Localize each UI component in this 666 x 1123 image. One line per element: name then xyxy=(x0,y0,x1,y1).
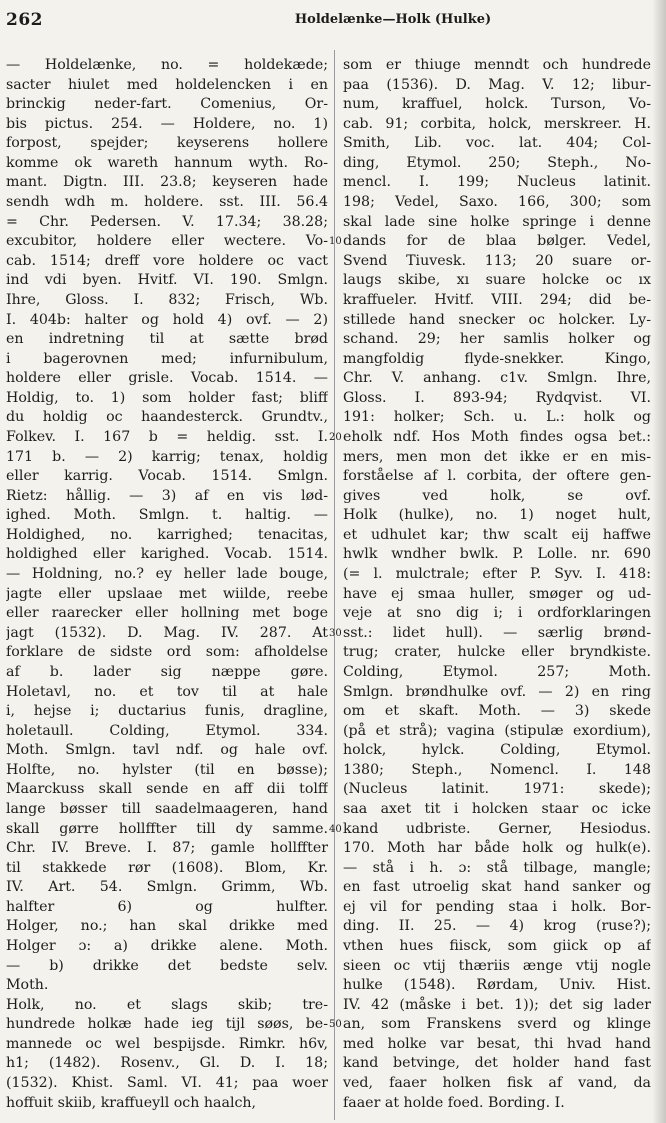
text-line: 198; Vedel, Saxo. 166, 300; som xyxy=(343,194,651,211)
page-edge-shadow xyxy=(652,0,666,1123)
text-line: ind vdi byen. Hvitf. VI. 190. Smlgn. xyxy=(6,272,328,289)
text-line: — b) drikke det bedste selv. xyxy=(6,957,328,974)
text-line: — Holdning, no.? ey heller lade bouge, xyxy=(6,566,328,583)
text-line: ej vil for pending staa i holk. Bor- xyxy=(343,898,651,915)
text-line: gives ved holk, se ovf. xyxy=(343,487,651,504)
text-line: Chr. IV. Breve. I. 87; gamle hollffter xyxy=(6,840,328,857)
text-line: ding. II. 25. — 4) krog (ruse?); xyxy=(343,918,651,935)
text-line: num, kraffuel, holck. Turson, Vo- xyxy=(343,96,651,113)
text-line: jagte eller upslaae met wiilde, reebe xyxy=(6,585,328,602)
text-line: Holk (hulke), no. 1) noget hult, xyxy=(343,507,651,524)
text-line: 171 b. — 2) karrig; tenax, holdig xyxy=(6,448,328,465)
text-line: faaer at holde foed. Bording. I. xyxy=(343,1094,565,1111)
text-line: Smlgn. brøndhulke ovf. — 2) en ring xyxy=(343,683,651,700)
text-line: 191: holker; Sch. u. L.: holk og xyxy=(343,409,651,426)
text-line: sacter hiulet med holdelencken i en xyxy=(6,76,328,93)
text-line: i, hejse i; ductarius funis, dragline, xyxy=(6,703,328,720)
text-line: forklare de sidste ord som: afholdelse xyxy=(6,644,328,661)
text-line: mannede oc wel bespijsde. Rimkr. h6v, xyxy=(6,1035,328,1052)
text-line: ighed. Moth. Smlgn. t. haltig. — xyxy=(6,507,328,524)
text-line: Rietz: hållig. — 3) af en vis lød- xyxy=(6,487,328,504)
text-line: stillede hand snecker oc holcker. Ly- xyxy=(343,311,651,328)
text-line: cab. 1514; dreff vore holdere oc vact xyxy=(6,252,328,269)
left-column xyxy=(6,56,328,1113)
text-line: mangfoldig flyde-snekker. Kingo, xyxy=(343,350,651,367)
text-line: trug; crater, hulcke eller bryndkiste. xyxy=(343,644,651,661)
text-line: holdighed eller karighed. Vocab. 1514. xyxy=(6,546,328,563)
text-line: halfter 6) og hulfter. xyxy=(6,898,328,915)
right-column xyxy=(343,56,651,1113)
text-line: du holdig oc haandesterck. Grundtv., xyxy=(6,409,328,426)
text-line: af b. lader sig næppe gøre. xyxy=(6,663,328,680)
text-line: Chr. V. anhang. c1v. Smlgn. Ihre, xyxy=(343,370,651,387)
text-line: eller raarecker eller hollning met boge xyxy=(6,605,328,622)
text-line: IV. 42 (måske i bet. 1)); det sig lader xyxy=(343,996,651,1013)
page-number: 262 xyxy=(6,10,43,30)
text-line: (= l. mulctrale; efter P. Syv. I. 418: xyxy=(343,566,651,583)
text-line: holetaull. Colding, Etymol. 334. xyxy=(6,722,328,739)
text-line: kand udbriste. Gerner, Hesiodus. xyxy=(343,820,651,837)
text-line: en fast utroelig skat hand sanker og xyxy=(343,879,651,896)
page-header xyxy=(6,10,660,34)
running-head: Holdelænke—Holk (Hulke) xyxy=(294,12,492,27)
text-line: om et skaft. Moth. — 3) skede xyxy=(343,703,651,720)
text-line: eller karrig. Vocab. 1514. Smlgn. xyxy=(6,468,328,485)
text-line: saa axet tit i holcken staar oc icke xyxy=(343,800,651,817)
text-line: cab. 91; corbita, holck, merskreer. H. xyxy=(343,115,651,132)
text-line: h1; (1482). Rosenv., Gl. D. I. 18; xyxy=(6,1055,328,1072)
line-number: 10 xyxy=(329,236,342,248)
text-line: laugs skibe, xı suare holcke oc ıx xyxy=(343,272,651,289)
text-line: skall gørre hollffter till dy samme. xyxy=(6,820,328,837)
text-line: forpost, spejder; keyserens hollere xyxy=(6,135,328,152)
text-line: holck, hylck. Colding, Etymol. xyxy=(343,742,651,759)
text-line: Svend Tiuvesk. 113; 20 suare or- xyxy=(343,252,651,269)
text-line: som er thiuge menndt och hundrede xyxy=(343,57,651,73)
text-line: Smith, Lib. voc. lat. 404; Col- xyxy=(343,135,651,152)
text-line: bis pictus. 254. — Holdere, no. 1) xyxy=(6,115,328,132)
text-line: til stakkede rør (1608). Blom, Kr. xyxy=(6,859,328,876)
text-line: en indretning til at sætte brød xyxy=(6,331,328,348)
text-line: (på et strå); vagina (stipulæ exordium), xyxy=(343,722,651,739)
text-line: mers, men mon det ikke er en mis- xyxy=(343,448,651,465)
text-line: skal lade sine holke springe i denne xyxy=(343,213,651,230)
text-line: Holfte, no. hylster (til en bøsse); xyxy=(6,761,328,778)
text-line: Moth. Smlgn. tavl ndf. og hale ovf. xyxy=(6,742,328,759)
line-number: 40 xyxy=(329,823,342,835)
text-line: ved, faaer holken fisk af vand, da xyxy=(343,1075,651,1092)
text-line: Folkev. I. 167 b = heldig. sst. I. xyxy=(6,428,328,445)
text-line: lange bøsser till saadelmaageren, hand xyxy=(6,800,328,817)
text-line: Holk, no. et slags skib; tre- xyxy=(6,996,328,1013)
text-line: ding, Etymol. 250; Steph., No- xyxy=(343,154,651,171)
text-line: have ej smaa huller, smøger og ud- xyxy=(343,585,651,602)
text-line: Holger, no.; han skal drikke med xyxy=(6,918,328,935)
text-line: dands for de blaa bølger. Vedel, xyxy=(343,233,651,250)
text-line: Holetavl, no. et tov til at hale xyxy=(6,683,328,700)
column-divider xyxy=(334,50,335,1120)
text-line: sendh wdh m. holdere. sst. III. 56.4 xyxy=(6,194,328,211)
text-line: Holger ɔ: a) drikke alene. Moth. xyxy=(6,938,328,955)
text-line: = Chr. Pedersen. V. 17.34; 38.28; xyxy=(6,213,328,230)
text-line: excubitor, holdere eller wectere. Vo- xyxy=(6,233,328,250)
text-line: hwlk wndher bwlk. P. Lolle. nr. 690 xyxy=(343,546,651,563)
text-line: kand betvinge, det holder hand fast xyxy=(343,1055,651,1072)
line-number: 20 xyxy=(329,432,342,444)
text-line: I. 404b: halter og hold 4) ovf. — 2) xyxy=(6,311,328,328)
text-line: Gloss. I. 893-94; Rydqvist. VI. xyxy=(343,389,651,406)
text-line: — Holdelænke, no. = holdekæde; xyxy=(6,57,328,73)
text-line: Holdig, to. 1) som holder fast; bliff xyxy=(6,389,328,406)
text-line: jagt (1532). D. Mag. IV. 287. At xyxy=(6,624,328,641)
text-line: (1532). Khist. Saml. VI. 41; paa woer xyxy=(6,1075,328,1092)
text-line: veje at sno dig i; i ordforklaringen xyxy=(343,605,651,622)
text-line: Holdighed, no. karrighed; tenacitas, xyxy=(6,526,328,543)
text-line: (Nucleus latinit. 1971: skede); xyxy=(343,781,651,798)
text-line: 1380; Steph., Nomencl. I. 148 xyxy=(343,761,651,778)
text-line: i bagerovnen med; infurnibulum, xyxy=(6,350,328,367)
text-line: hundrede holkæ hade ieg tijl søøs, be- xyxy=(6,1016,328,1033)
text-line: vthen hues fiisck, som giick op af xyxy=(343,938,651,955)
text-line: hulke (1548). Rørdam, Univ. Hist. xyxy=(343,977,651,994)
text-line: Ihre, Gloss. I. 832; Frisch, Wb. xyxy=(6,291,328,308)
text-line: paa (1536). D. Mag. V. 12; libur- xyxy=(343,76,651,93)
text-line: Maarckuss skall sende en aff dii tolff xyxy=(6,781,328,798)
text-line: hoffuit skiib, kraffueyll och haalch, xyxy=(6,1094,257,1111)
text-line: Moth. xyxy=(6,977,49,994)
text-line: brinckig neder-fart. Comenius, Or- xyxy=(6,96,328,113)
text-line: mant. Digtn. III. 23.8; keyseren hade xyxy=(6,174,328,191)
text-line: et udhulet kar; thw scalt eij haffwe xyxy=(343,526,651,543)
text-line: kraffueler. Hvitf. VIII. 294; did be- xyxy=(343,291,651,308)
text-line: sieen oc vtij thæriis ænge vtij nogle xyxy=(343,957,651,974)
text-line: — stå i h. ɔ: stå tilbage, mangle; xyxy=(343,859,651,876)
line-number: 50 xyxy=(329,1019,342,1031)
text-line: eholk ndf. Hos Moth findes ogsa bet.: xyxy=(343,428,651,445)
text-line: schand. 29; her samlis holker og xyxy=(343,331,651,348)
line-number: 30 xyxy=(329,627,342,639)
text-line: IV. Art. 54. Smlgn. Grimm, Wb. xyxy=(6,879,328,896)
text-line: holdere eller grisle. Vocab. 1514. — xyxy=(6,370,328,387)
text-line: sst.: lidet hull). — særlig brønd- xyxy=(343,624,651,641)
text-line: med holke var besat, thi hvad hand xyxy=(343,1035,651,1052)
text-line: mencl. I. 199; Nucleus latinit. xyxy=(343,174,651,191)
text-line: forståelse af l. corbita, der oftere gen- xyxy=(343,468,651,485)
text-line: an, som Franskens sverd og klinge xyxy=(343,1016,651,1033)
text-line: Colding, Etymol. 257; Moth. xyxy=(343,663,651,680)
text-line: komme ok wareth hannum wyth. Ro- xyxy=(6,154,328,171)
text-line: 170. Moth har både holk og hulk(e). xyxy=(343,840,651,857)
